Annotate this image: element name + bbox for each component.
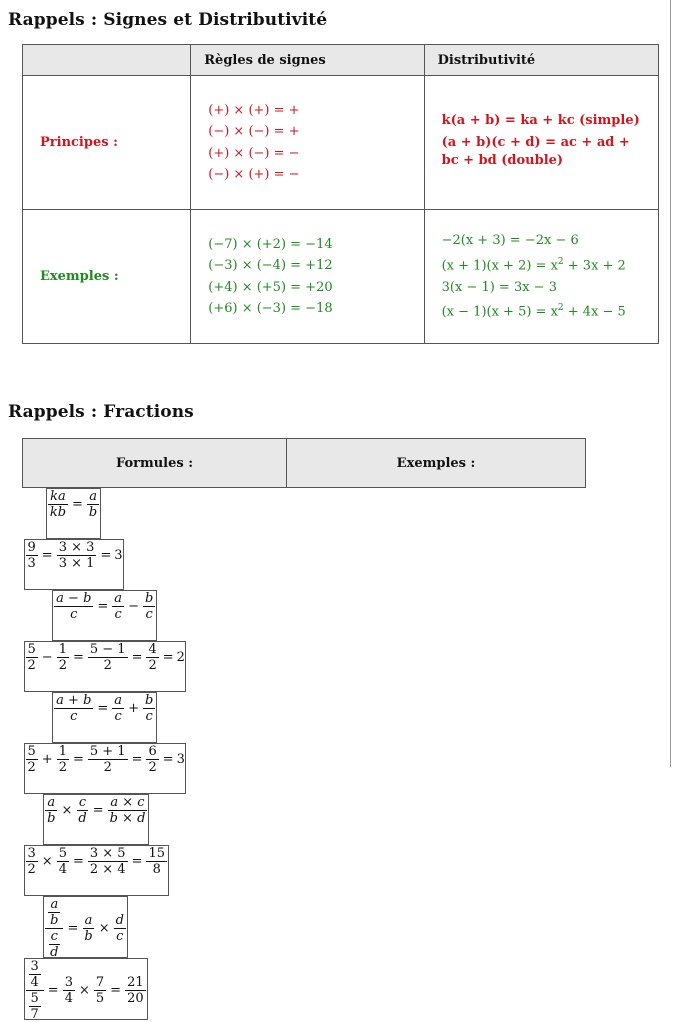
sign-rule: (+) × (+) = +	[208, 102, 300, 118]
example-subtraction: 5 2 − $\frac{1}{2}$ = $\frac{5 - 1}{2}$ = $\frac{4}{2}$ = 2	[24, 641, 186, 692]
page-edge	[670, 0, 671, 767]
example-addition: 5 2 + $\frac{1}{2}$ = $\frac{5 + 1}{2}$ = $\frac{6}{2}$ = 3	[24, 743, 186, 794]
distrib-rule-simple: k(a + b) = ka + kc (simple)	[441, 112, 640, 128]
formula-division: $\frac{\frac{a}{b}}{\frac{c}{d}}$ = $\frac{a}{b}$ × $\frac{d}{c}$	[43, 896, 128, 958]
formula-multiplication: $\frac{a}{b}$ × $\frac{c}{d}$ = $\frac{a \times c}{b \times d}$	[43, 794, 149, 845]
formula-subtraction: $\frac{a - b}{c}$ = $\frac{a}{c}$ − $\frac{b}{c}$	[52, 590, 157, 641]
example-simplification: $\frac{9}{3}$ = $\frac{3 \times 3}{3 \times 1}$ = 3	[24, 539, 124, 590]
sign-rule: (−) × (+) = −	[208, 167, 300, 182]
distrib-rule-double: (a + b)(c + d) = ac + ad + bc + bd (double)	[441, 134, 630, 168]
sign-rule: (+) × (−) = −	[208, 145, 300, 161]
row-label-exemples: Exemples :	[23, 210, 191, 344]
fractions-table	[22, 438, 586, 1020]
sign-example: (+4) × (+5) = +20	[208, 279, 333, 295]
signes-distributivite-table	[22, 44, 659, 344]
example-division: $\frac{\frac{3}{4}}{\frac{5}{7}}$ = $\frac{3}{4}$ × $\frac{7}{5}$ = $\frac{21}{20}$	[24, 958, 148, 1020]
section-title-fractions: Rappels : Fractions	[8, 402, 194, 422]
formula-simplification: $\frac{ka}{kb}$ = $\frac{a}{b}$	[46, 488, 101, 539]
header-distributivite: Distributivité	[424, 45, 658, 76]
distrib-example: 3(x − 1) = 3x − 3	[441, 279, 557, 295]
row-label-principes: Principes :	[23, 76, 191, 210]
sign-rule: (−) × (−) = +	[208, 124, 300, 139]
example-multiplication: $\frac{3}{2}$ × $\frac{5}{4}$ = $\frac{3 \times 5}{2 \times 4}$ = $\frac{15}{8}$	[24, 845, 170, 896]
distrib-example: $(x - 1)(x + 5) = x^2 + 4x - 5$	[441, 303, 626, 320]
principes-distrib-cell	[424, 76, 658, 210]
formula-addition: $\frac{a + b}{c}$ = $\frac{a}{c}$ + $\frac{b}{c}$	[52, 692, 157, 743]
exemples-signs-cell	[191, 210, 424, 344]
sign-example: (−7) × (+2) = −14	[208, 236, 333, 252]
distrib-example: −2(x + 3) = −2x − 6	[441, 233, 579, 249]
exemples-distrib-cell	[424, 210, 658, 344]
header-empty	[23, 45, 191, 76]
header-formules: Formules :	[23, 439, 287, 488]
principes-signs-cell	[191, 76, 424, 210]
section-title-signes: Rappels : Signes et Distributivité	[8, 10, 328, 30]
distrib-example: $(x + 1)(x + 2) = x^2 + 3x + 2$	[441, 256, 626, 273]
header-regles-signes: Règles de signes	[191, 45, 424, 76]
sign-example: (+6) × (−3) = −18	[208, 301, 333, 316]
header-exemples: Exemples :	[287, 439, 586, 488]
sign-example: (−3) × (−4) = +12	[208, 258, 333, 273]
